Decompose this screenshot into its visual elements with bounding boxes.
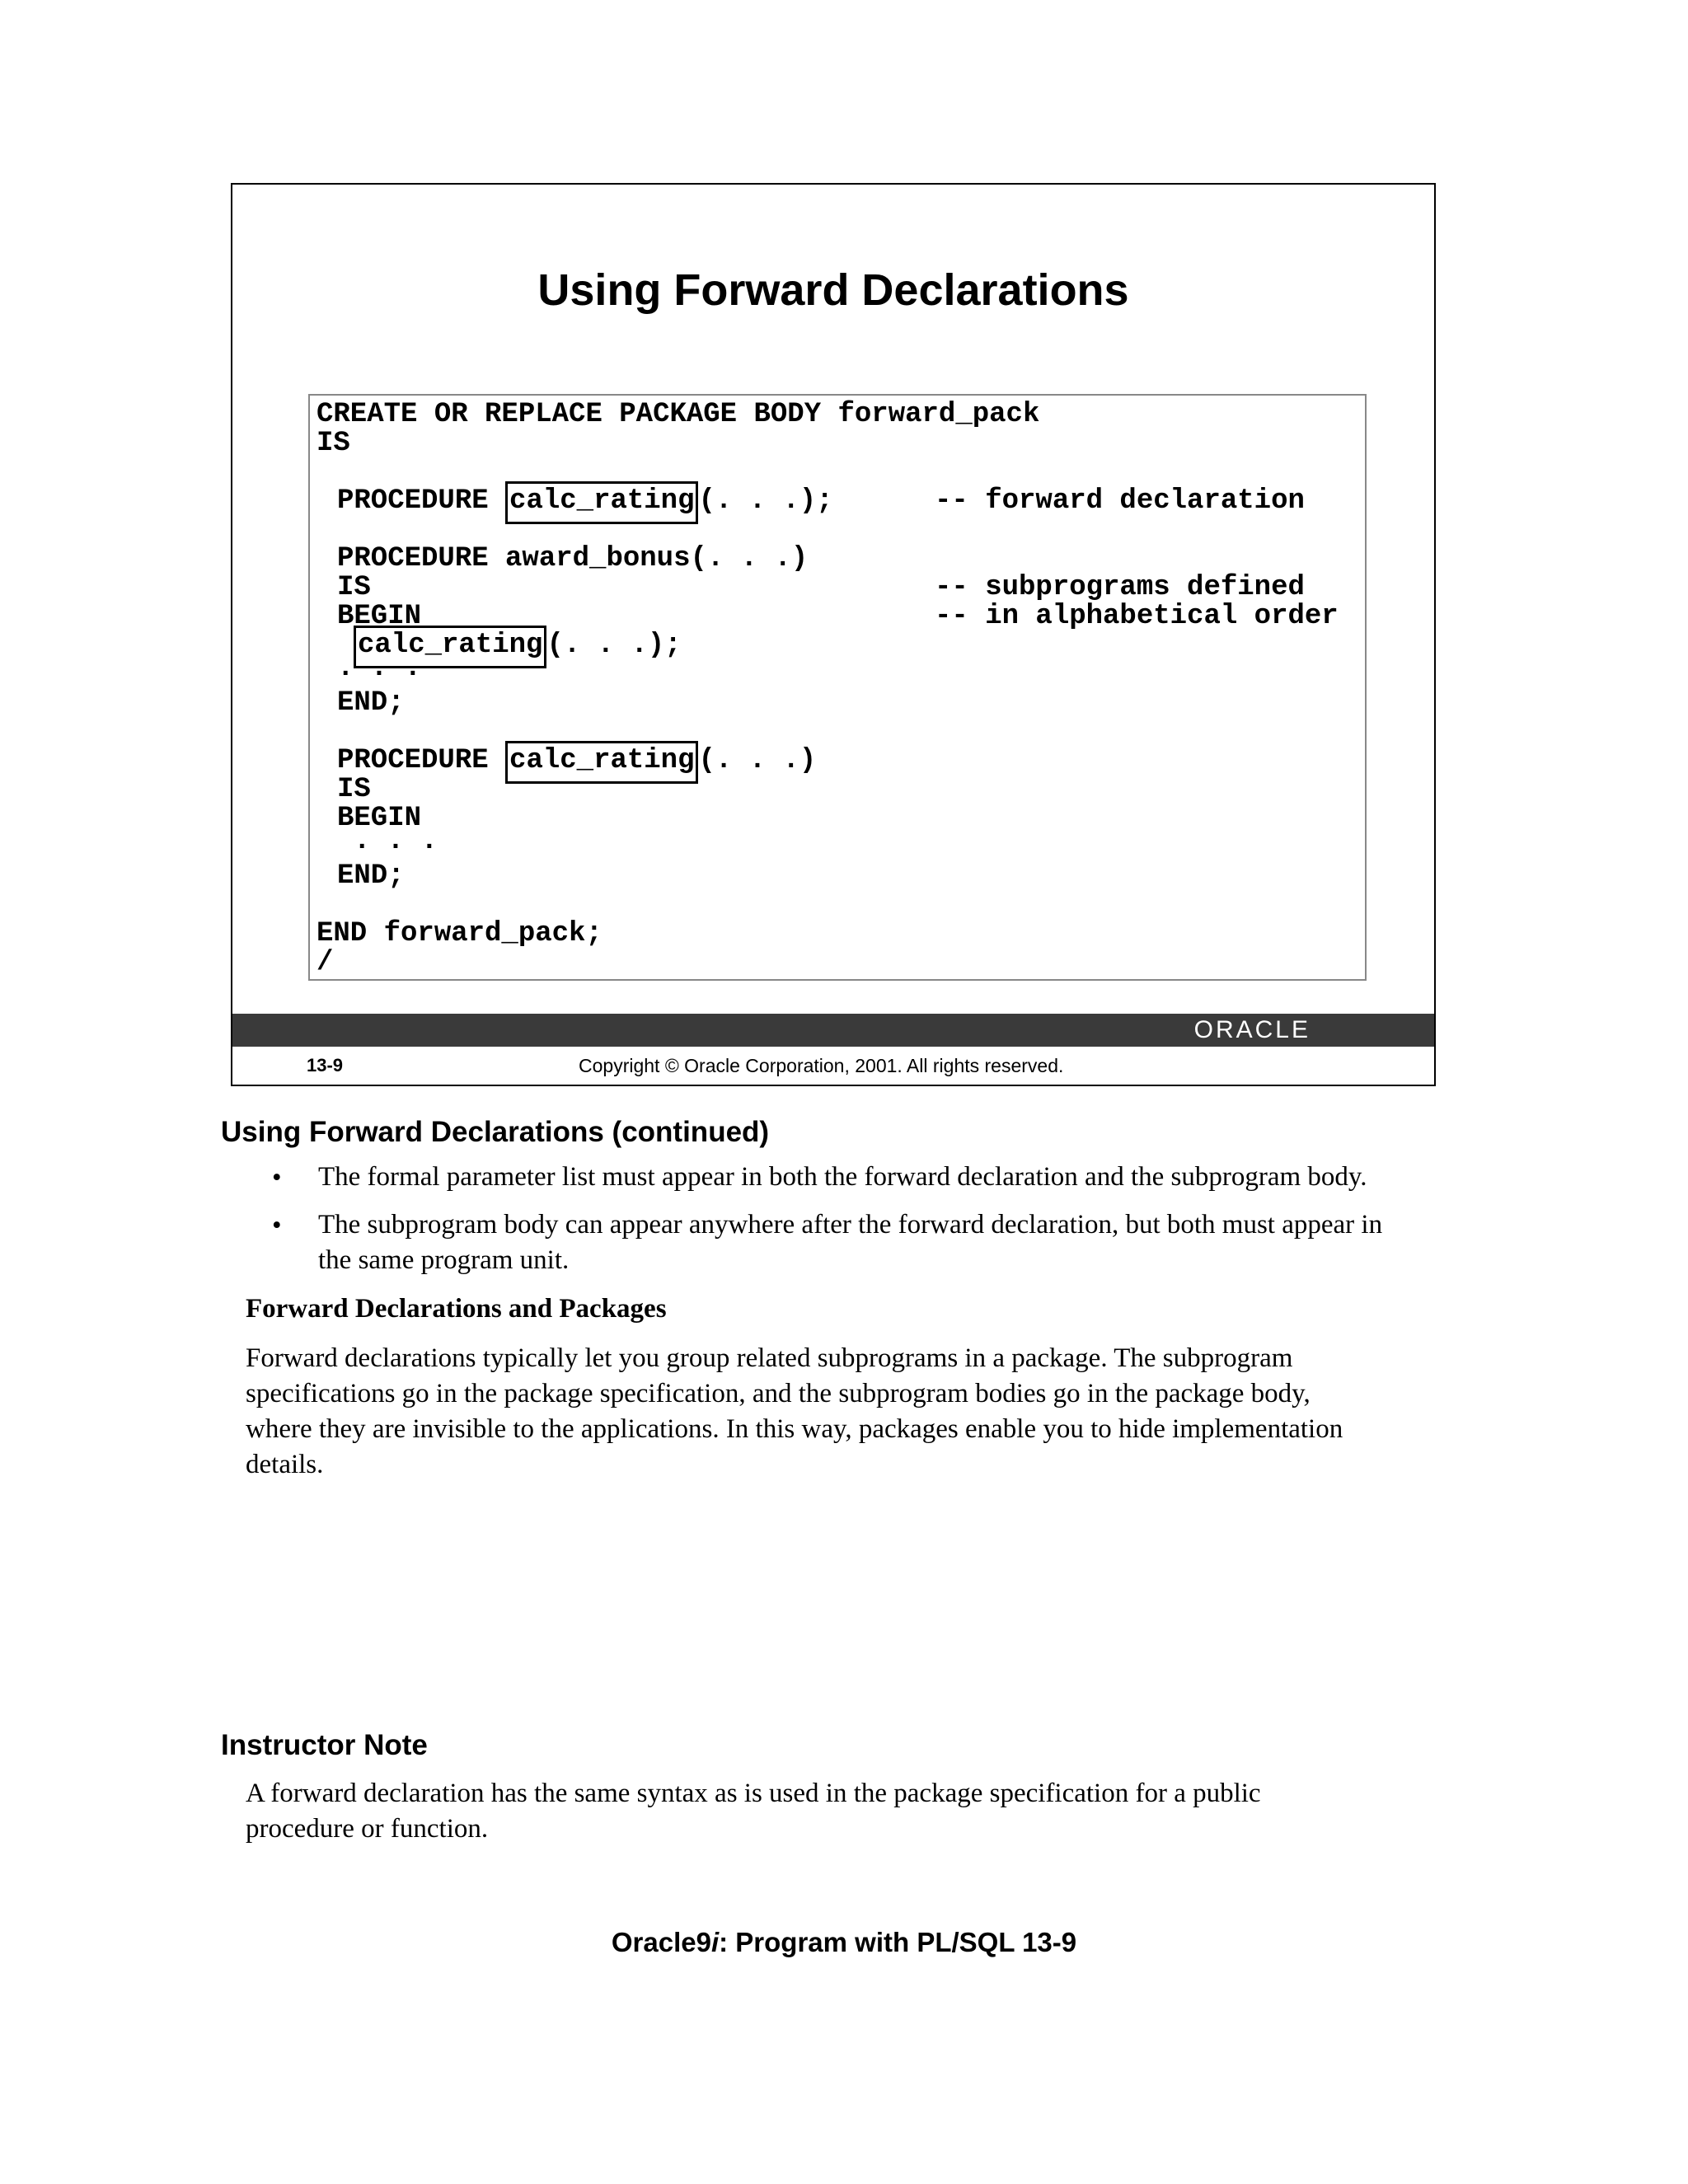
code-line-is-2: IS bbox=[337, 774, 371, 805]
code-line-is: IS bbox=[316, 428, 350, 459]
bullet-item-1: The formal parameter list must appear in both the forward declaration and the subprogram body. bbox=[318, 1162, 1367, 1192]
comment-subprograms-defined: -- subprograms defined bbox=[935, 572, 1305, 603]
page-footer bbox=[0, 1927, 1688, 1958]
code-args: (. . .); bbox=[698, 485, 833, 517]
code-line-create: CREATE OR REPLACE PACKAGE BODY forward_pack bbox=[316, 399, 1040, 430]
paragraph-line-2: specifications go in the package specification, and the subprogram bodies go in the package body, bbox=[246, 1379, 1311, 1408]
code-line-begin-2: BEGIN bbox=[337, 803, 422, 834]
bullet-symbol: • bbox=[272, 1163, 282, 1193]
code-block bbox=[308, 394, 1367, 981]
highlight-calc-rating-call: calc_rating bbox=[354, 626, 546, 668]
instructor-note-line-1: A forward declaration has the same syntax as is used in the package specification for a public bbox=[246, 1779, 1261, 1808]
highlight-calc-rating-body: calc_rating bbox=[505, 741, 698, 784]
paragraph-line-3: where they are invisible to the applications. In this way, packages enable you to hide implementation bbox=[246, 1414, 1343, 1444]
copyright-notice: Copyright © Oracle Corporation, 2001. All rights reserved. bbox=[579, 1055, 1064, 1076]
instructor-note-heading: Instructor Note bbox=[221, 1729, 428, 1761]
packages-subheading: Forward Declarations and Packages bbox=[246, 1294, 667, 1324]
code-keyword: PROCEDURE bbox=[337, 745, 506, 776]
code-line-calc-rating-body bbox=[337, 747, 816, 775]
highlight-calc-rating-forward: calc_rating bbox=[505, 481, 698, 524]
paragraph-line-1: Forward declarations typically let you group related subprograms in a package. The subprogram bbox=[246, 1343, 1293, 1373]
footer-italic: i bbox=[710, 1927, 720, 1957]
code-args: (. . .) bbox=[698, 745, 817, 776]
code-line-slash: / bbox=[316, 947, 334, 978]
comment-alphabetical-order: -- in alphabetical order bbox=[935, 601, 1339, 632]
slide-frame bbox=[231, 183, 1436, 1086]
footer-suffix: : Program with PL/SQL 13-9 bbox=[719, 1927, 1077, 1957]
slide-title: Using Forward Declarations bbox=[537, 265, 1129, 315]
code-line-ellipsis-1: . . . bbox=[337, 653, 422, 684]
bullet-item-2-cont: the same program unit. bbox=[318, 1245, 570, 1275]
slide-number: 13-9 bbox=[307, 1055, 344, 1076]
code-line-forward-decl bbox=[337, 487, 833, 515]
code-line-begin-1: BEGIN bbox=[337, 601, 422, 632]
comment-forward-declaration: -- forward declaration bbox=[935, 485, 1305, 517]
slide-footer-bar bbox=[232, 1014, 1434, 1047]
oracle-logo: ORACLE bbox=[1193, 1016, 1311, 1043]
bullet-symbol: • bbox=[272, 1211, 282, 1240]
code-line-end-2: END; bbox=[337, 860, 405, 892]
code-line-end-1: END; bbox=[337, 687, 405, 719]
code-line-end-pack: END forward_pack; bbox=[316, 918, 603, 949]
code-keyword: PROCEDURE bbox=[337, 485, 506, 517]
paragraph-line-4: details. bbox=[246, 1450, 324, 1479]
code-line-ellipsis-2: . . . bbox=[354, 826, 438, 857]
bullet-item-2: The subprogram body can appear anywhere after the forward declaration, but both must appear in bbox=[318, 1210, 1383, 1240]
code-line-award-bonus: PROCEDURE award_bonus(. . .) bbox=[337, 543, 809, 574]
code-args: (. . .); bbox=[546, 630, 682, 661]
instructor-note-line-2: procedure or function. bbox=[246, 1814, 489, 1844]
notes-heading: Using Forward Declarations (continued) bbox=[221, 1116, 770, 1148]
code-line-is-1: IS bbox=[337, 572, 371, 603]
footer-prefix: Oracle9 bbox=[611, 1927, 711, 1957]
